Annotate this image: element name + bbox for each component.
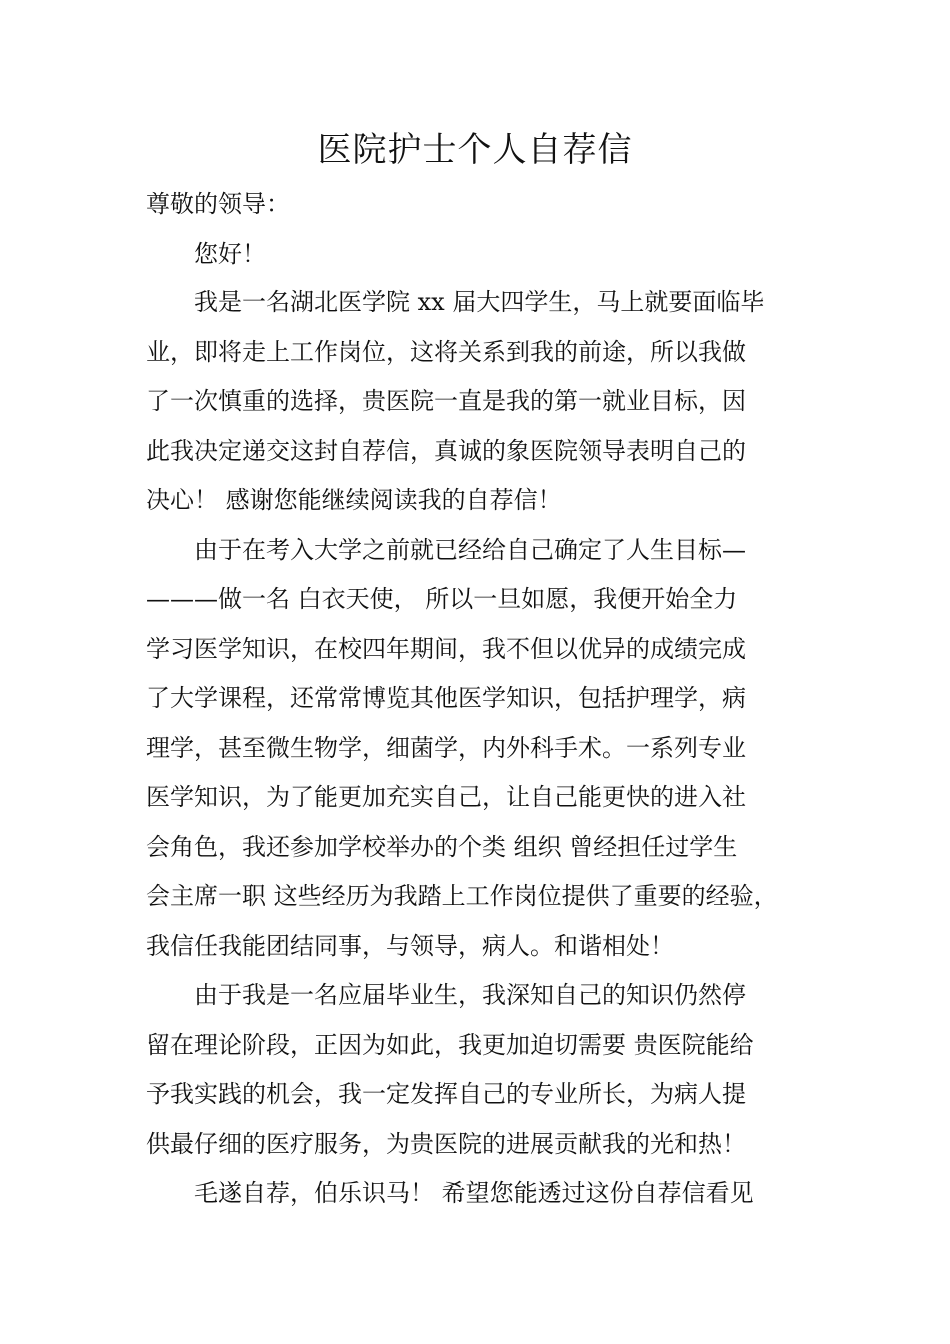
- body-line: 由于我是一名应届毕业生，我深知自己的知识仍然停: [194, 981, 746, 1009]
- letter-body: [146, 278, 836, 1219]
- body-line: ———做一名 白衣天使， 所以一旦如愿，我便开始全力: [146, 585, 738, 613]
- body-line: 了一次慎重的选择，贵医院一直是我的第一就业目标，因: [146, 387, 746, 415]
- greeting: 您好！: [194, 240, 266, 268]
- body-line: 医学知识，为了能更加充实自己，让自己能更快的进入社: [146, 783, 746, 811]
- body-line: 了大学课程，还常常博览其他医学知识，包括护理学，病: [146, 684, 746, 712]
- body-line: 予我实践的机会，我一定发挥自己的专业所长，为病人提: [146, 1080, 746, 1108]
- body-line: 业，即将走上工作岗位，这将关系到我的前途，所以我做: [146, 337, 746, 366]
- body-line: 毛遂自荐，伯乐识马！ 希望您能透过这份自荐信看见: [194, 1179, 754, 1207]
- salutation: 尊敬的领导：: [146, 190, 290, 218]
- body-line: 留在理论阶段，正因为如此，我更加迫切需要 贵医院能给: [146, 1030, 754, 1059]
- document-title: 医院护士个人自荐信: [317, 130, 633, 170]
- body-line: 决心！ 感谢您能继续阅读我的自荐信！: [146, 486, 562, 514]
- body-line: 由于在考入大学之前就已经给自己确定了人生目标—: [194, 535, 746, 564]
- body-line: 会主席一职 这些经历为我踏上工作岗位提供了重要的经验，: [146, 882, 778, 910]
- body-line: 我是一名湖北医学院 xx 届大四学生，马上就要面临毕: [194, 288, 765, 316]
- body-line: 理学，甚至微生物学，细菌学，内外科手术。一系列专业: [146, 733, 746, 762]
- body-line: 供最仔细的医疗服务，为贵医院的进展贡献我的光和热！: [146, 1129, 746, 1158]
- body-line: 会角色，我还参加学校举办的个类 组织 曾经担任过学生: [146, 832, 738, 861]
- body-line: 学习医学知识，在校四年期间，我不但以优异的成绩完成: [146, 634, 746, 663]
- body-line: 我信任我能团结同事，与领导，病人。和谐相处！: [146, 931, 674, 960]
- body-line: 此我决定递交这封自荐信，真诚的象医院领导表明自己的: [146, 436, 746, 465]
